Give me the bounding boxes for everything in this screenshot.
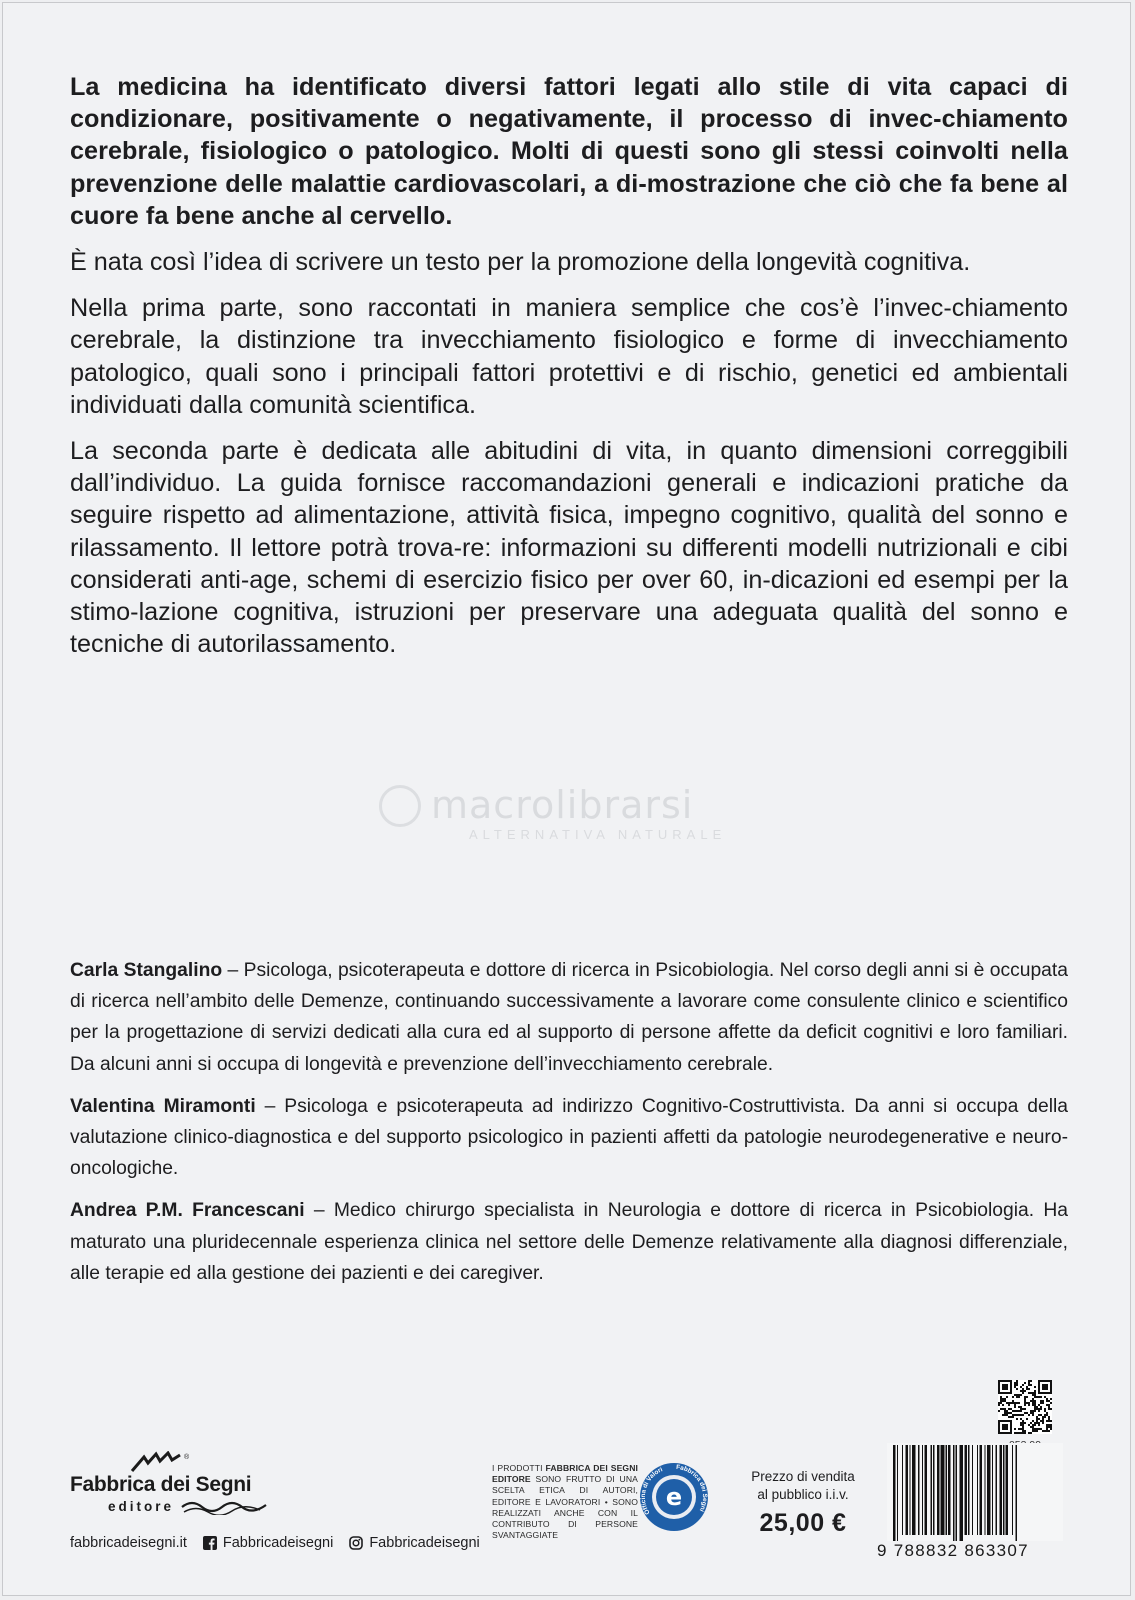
- watermark-subtext: ALTERNATIVA NATURALE: [469, 827, 727, 842]
- publisher-logo: [70, 1451, 280, 1514]
- author-name: Valentina Miramonti: [70, 1095, 256, 1117]
- publisher-sub: editore: [108, 1499, 175, 1514]
- price-label-1: Prezzo di vendita: [751, 1469, 855, 1484]
- instagram-link[interactable]: Fabbricadeisegni: [369, 1535, 480, 1551]
- author-bios: [70, 955, 1068, 1289]
- officina-valori-seal: [638, 1461, 710, 1533]
- blurb-paragraph-3: Nella prima parte, sono raccontati in maniera semplice che cos’è l’invec-chiamento cerebrale, la distinzione tra invecchiamento fisiologico e forme di invecchiamento patologico, quali sono i principali fattori protettivi e di rischio, genetici ed ambientali individuati dalla comunità scientifica.: [70, 294, 1068, 419]
- seal-letter: e: [665, 1483, 683, 1511]
- blurb-paragraph-4: La seconda parte è dedicata alle abitudini di vita, in quanto dimensioni correggibili dall’individuo. La guida fornisce raccomandazioni generali e indicazioni pratiche da seguire rispetto ad alimentazione, attività fisica, impegno cognitivo, qualità del sonno e rilassamento. Il lettore potrà trova-re: informazioni su differenti modelli nutrizionali e cibi considerati anti-age, schemi di esercizio fisico per over 60, in-dicazioni ed esempi per la stimo-lazione cognitiva, istruzioni per preservare una adeguata qualità del sonno e tecniche di autorilassamento.: [70, 437, 1068, 659]
- blurb-lead: La medicina ha identificato diversi fattori legati allo stile di vita capaci di condizionare, positivamente o negativamente, il processo di invec-chiamento cerebrale, fisiologico o patologico. Molti di questi sono gli stessi coinvolti nella prevenzione delle malattie cardiovascolari, a di-mostrazione che ciò che fa bene al cuore fa bene anche al cervello.: [70, 73, 1068, 230]
- seal-text-right: Fabbrica dei Segni: [675, 1463, 709, 1513]
- barcode-number: 788832 863307: [893, 1541, 1029, 1560]
- ethics-text-1: I PRODOTTI: [492, 1463, 546, 1473]
- qr-code: [998, 1380, 1052, 1434]
- website-link[interactable]: fabbricadeisegni.it: [70, 1535, 187, 1551]
- svg-text:®: ®: [184, 1454, 190, 1461]
- watermark: [379, 783, 779, 843]
- instagram-icon: [349, 1536, 363, 1550]
- barcode-bars: [887, 1443, 1063, 1541]
- barcode: [887, 1443, 1063, 1541]
- author-bio-text: – Medico chirurgo specialista in Neurologia e dottore di ricerca in Psicobiologia. Ha maturato una pluridecennale esperienza clinica nel settore delle Demenze relativamente alla diagnosi differenziale, alle terapie ed alla gestione dei pazienti e dei caregiver.: [70, 1200, 1068, 1284]
- barcode-digits: [877, 1541, 1073, 1561]
- ethics-brand: FABBRICA DEI SEGNI EDITORE: [492, 1463, 638, 1485]
- logo-mark-icon: [130, 1451, 210, 1473]
- blurb: [70, 71, 1068, 660]
- author-bio-text: – Psicologa e psicoterapeuta ad indirizzo Cognitivo-Costruttivista. Da anni si occupa della valutazione clinico-diagnostica e del supporto psicologico in pazienti affetti da patologie neurodegenerative e neuro-oncologiche.: [70, 1095, 1068, 1180]
- logo-wave-icon: [180, 1497, 270, 1515]
- price-label-2: al pubblico i.i.v.: [757, 1487, 849, 1502]
- watermark-circle-icon: [379, 785, 421, 827]
- blurb-paragraph-2: È nata così l’idea di scrivere un testo per la promozione della longevità cognitiva.: [70, 248, 971, 277]
- publisher-socials: [70, 1535, 480, 1551]
- price-value: 25,00 €: [759, 1509, 847, 1537]
- author-name: Carla Stangalino: [70, 960, 223, 981]
- author-bio: [70, 955, 1068, 1080]
- author-bio-text: – Psicologa, psicoterapeuta e dottore di ricerca in Psicobiologia. Nel corso degli anni si è occupata di ricerca nell’ambito delle Demenze, continuando successivamente a lavorare come consulente clinico e scientifico per la progettazione di servizi dedicati alla cura ed al supporto di persone affette da deficit cognitivi e loro familiari. Da alcuni anni si occupa di longevità e prevenzione dell’invecchiamento cerebrale.: [70, 960, 1068, 1075]
- facebook-icon: [203, 1536, 217, 1550]
- barcode-lead-digit: 9: [877, 1541, 888, 1560]
- author-bio: [70, 1091, 1068, 1185]
- facebook-link[interactable]: Fabbricadeisegni: [222, 1535, 334, 1551]
- publisher-name: Fabbrica dei Segni: [70, 1473, 252, 1496]
- watermark-text: macrolibrarsi: [431, 783, 694, 827]
- ethics-text-2: SONO FRUTTO DI UNA SCELTA ETICA DI AUTORI, EDITORE E LAVORATORI • SONO REALIZZATI ANCHE CON IL CONTRIBUTO DI PERSONE SVANTAGGIATE: [492, 1474, 638, 1541]
- seal-text-left: Officina di Valori: [639, 1466, 664, 1516]
- author-name: Andrea P.M. Francescani: [70, 1200, 305, 1222]
- back-cover: [2, 2, 1131, 1596]
- ethics-statement: [492, 1463, 638, 1541]
- price-box: [743, 1468, 863, 1537]
- author-bio: [70, 1195, 1068, 1289]
